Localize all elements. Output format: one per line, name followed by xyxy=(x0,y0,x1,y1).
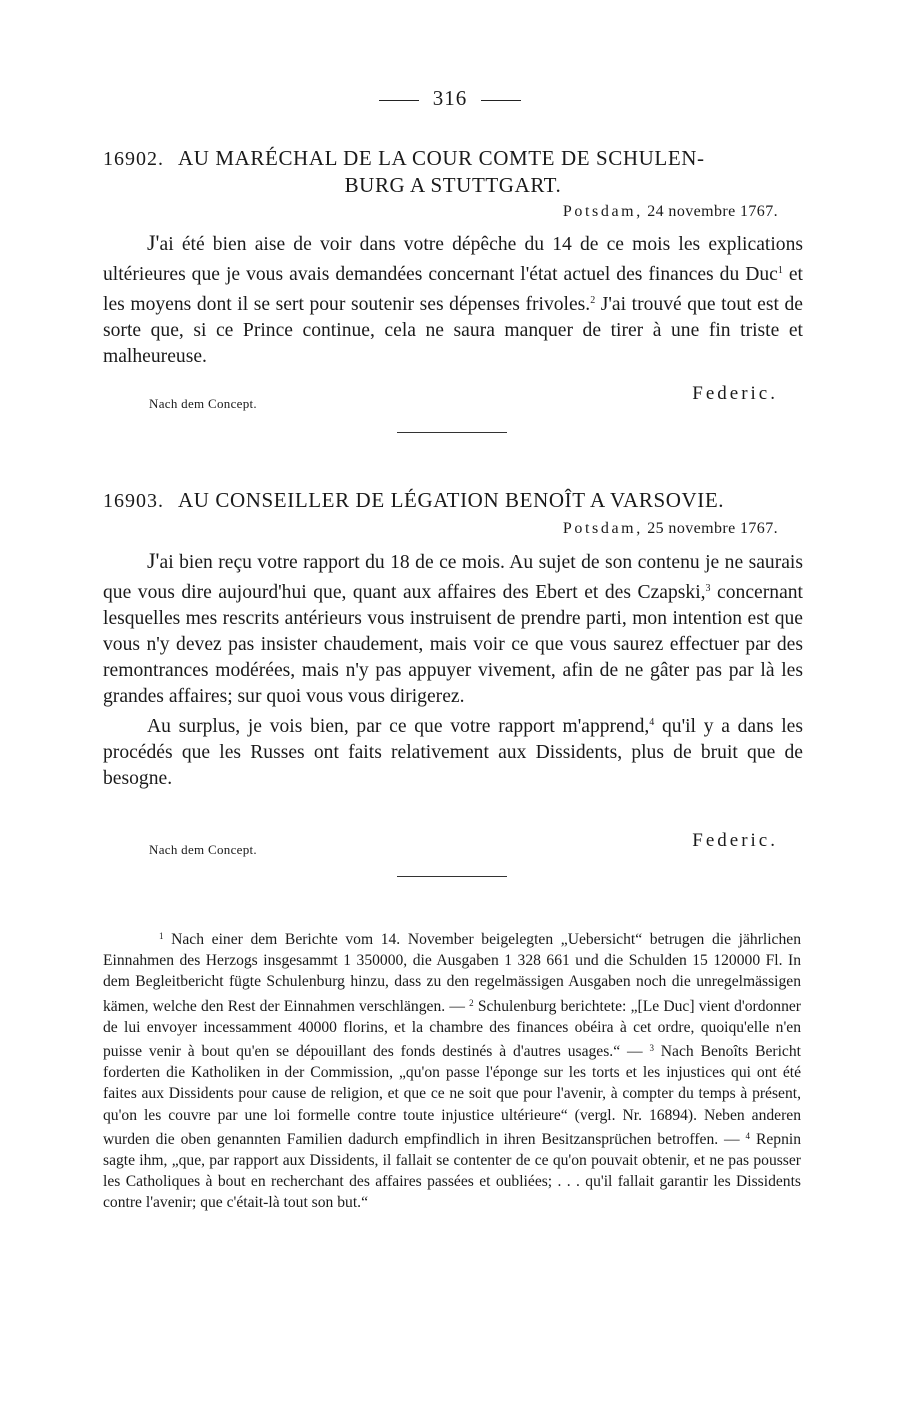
footnote-ref: 2 xyxy=(590,295,596,306)
page-number-dash-right xyxy=(481,100,521,101)
letter-number: 16902. xyxy=(103,148,164,170)
signature-16903: Federic. xyxy=(692,830,778,851)
footnote-4: Repnin sagte ihm, „que, par rapport aux Dissidents, il fallait se contenter de ce qu'on pouvait obtenir, et ne pas pousser les Catholiques à bout en recherchant des affaires passées et oubliées; . . . qu'il fallait garantir les Dissidents contre l'avenir; que c'était-là tout son but.“ xyxy=(103,1130,801,1212)
signature-16902: Federic. xyxy=(692,383,778,404)
letter-paragraph: J'ai bien reçu votre rapport du 18 de ce mois. Au sujet de son contenu je ne saurais que vous dire aujourd'hui que, quant aux affaires des Ebert et des Czapski,$^3$ concernant lesquelles mes rescrits antérieurs vous instruisent de prendre parti, mon intention est que vous n'y devez pas insister chaudement, mais voir ce que vous saurez effectuer par des remontrances modérées, mais n'y pas appuyer vivement, afin de ne gâter pas par là les grandes affaires; sur quoi vous vous dirigerez. xyxy=(103,548,803,707)
letter-heading-16903 xyxy=(103,487,803,514)
letter-number: 16903. xyxy=(103,490,164,512)
footnote-ref: 4 xyxy=(649,717,655,728)
footnote-mark: 4 xyxy=(745,1130,751,1141)
dateline-16902 xyxy=(563,203,778,221)
letter-body-16902 xyxy=(103,230,803,370)
letter-heading-16902 xyxy=(103,145,803,198)
dateline-place: Potsdam, xyxy=(562,203,643,220)
section-divider xyxy=(397,432,507,433)
footnote-ref: 1 xyxy=(777,265,783,276)
letter-heading-line2: BURG A STUTTGART. xyxy=(344,173,562,197)
footnote-2: Schulenburg berichtete: „[Le Duc] vient d'ordonner de lui envoyer incessamment 40000 florins, et la chambre des finances obéira à cet ordre, quoiqu'elle n'en puisse venir à bout qu'en se dépouillant des fonds destinés à d'autres usages.“ — xyxy=(103,997,801,1061)
footnote-mark: 2 xyxy=(469,997,474,1008)
footnote-mark: 1 xyxy=(159,931,164,941)
letter-paragraph: J'ai été bien aise de voir dans votre dépêche du 14 de ce mois les explications ultérieures que je vous avais demandées concernant l'état actuel des finances du Duc$^1$ et les moyens dont il se sert pour soutenir ses dépenses frivoles.$^2$ J'ai trouvé que tout est de sorte que, si ce Prince continue, cela ne saura manquer de tirer à une fin triste et malheureuse. xyxy=(103,230,804,367)
footnote-3: Nach Benoîts Bericht forderten die Katholiken in der Commission, „qu'on passe l'éponge sur les torts et les injustices qui ont été faites aux Dissidents pour cause de religion, et que ce ne soit que pour l'avenir, à compter du temps à présent, qu'on les couvre par une loi formelle contre toute injustice ultérieure“ (vergl. Nr. 16894). Neben anderen wurden die oben genannten Familien dadurch empfindlich in ihren Besitzansprüchen betroffen. — xyxy=(103,1043,801,1148)
letter-body-16903 xyxy=(103,548,803,792)
dateline-place: Potsdam, xyxy=(562,520,643,537)
footnotes xyxy=(103,926,801,1214)
letter-paragraph: Au surplus, je vois bien, par ce que votre rapport m'apprend,$^4$ qu'il y a dans les procédés que les Russes ont faits relativement aux Dissidents, plus de bruit que de besogne. xyxy=(103,716,803,789)
dateline-date: 24 novembre 1767. xyxy=(647,203,778,220)
letter-heading-line1: AU CONSEILLER DE LÉGATION BENOÎT A VARSOVIE. xyxy=(178,488,725,512)
footnote-1: Nach einer dem Berichte vom 14. November beigelegten „Uebersicht“ betrugen die jährlichen Einnahmen des Herzogs insgesammt 1 350000, die Ausgaben 1 328 661 und die Schulden 15 120000 Fl. In dem Begleitbericht fügte Schulenburg hinzu, dass zu den regelmässigen Ausgaben noch die unregelmässigen kämen, welche den Rest der Einnahmen verschlängen. — xyxy=(103,931,801,1015)
page-number-dash-left xyxy=(379,100,419,101)
page-number: 316 xyxy=(432,86,468,110)
page-number-header xyxy=(0,86,900,111)
dateline-date: 25 novembre 1767. xyxy=(647,520,778,537)
footnote-mark: 3 xyxy=(649,1043,654,1054)
section-divider xyxy=(397,876,507,877)
dateline-16903 xyxy=(563,520,778,538)
source-note-16903: Nach dem Concept. xyxy=(149,842,257,857)
source-note-16902: Nach dem Concept. xyxy=(149,396,257,411)
footnote-block xyxy=(103,926,801,1214)
footnote-ref: 3 xyxy=(705,583,711,594)
letter-heading-line1: AU MARÉCHAL DE LA COUR COMTE DE SCHULEN- xyxy=(178,146,705,170)
